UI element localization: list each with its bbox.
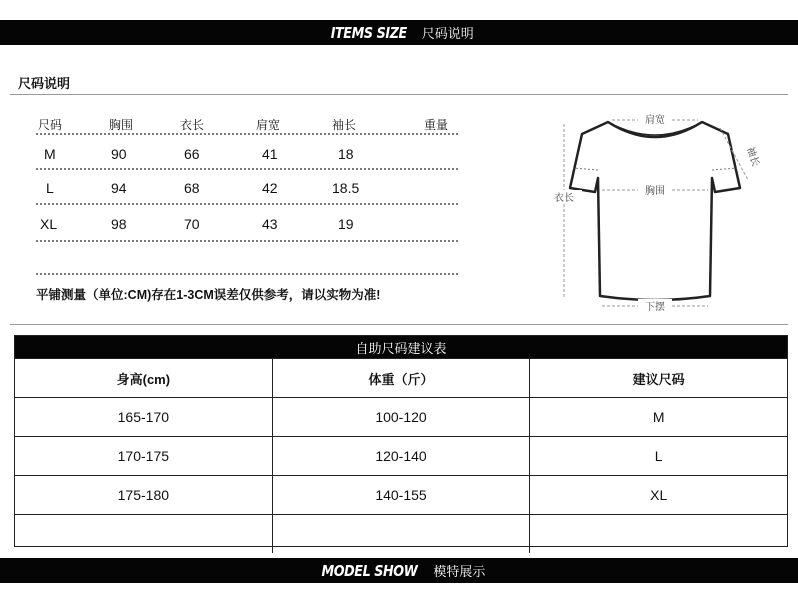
cell-weight: 140-155 <box>272 476 530 514</box>
table-row <box>36 214 458 236</box>
label-shoulder: 肩宽 <box>645 115 665 126</box>
table-row <box>15 436 787 475</box>
cell-size: M <box>44 146 56 162</box>
row-divider <box>36 240 458 242</box>
cell-height: 165-170 <box>117 409 170 425</box>
row-divider <box>36 133 458 135</box>
cell-shoulder: 43 <box>262 216 278 232</box>
table-row <box>15 514 787 553</box>
cell-length: 70 <box>184 216 200 232</box>
footer-banner <box>0 558 798 583</box>
header-cell-chest: 胸围 <box>109 118 134 132</box>
cell-size: XL <box>40 216 58 232</box>
header-banner <box>0 20 798 45</box>
measurement-note: 平铺测量（单位:CM)存在1-3CM误差仅供参考，请以实物为准! <box>36 288 381 302</box>
cell-chest: 90 <box>111 146 127 162</box>
cell-height: 175-180 <box>117 487 170 503</box>
cell-weight <box>272 515 530 553</box>
table-row <box>36 144 458 166</box>
table-row <box>15 475 787 514</box>
cell-sleeve: 19 <box>338 216 354 232</box>
cell-height <box>15 515 272 553</box>
section-divider-bottom <box>10 324 788 325</box>
header-cell-sleeve: 袖长 <box>332 118 357 132</box>
header-cell-size: 尺码 <box>38 118 63 132</box>
header-cell-length: 衣长 <box>180 118 205 132</box>
header-cell-weight: 体重（斤） <box>272 359 530 397</box>
banner-title-en: MODEL SHOW <box>321 561 417 580</box>
size-table-header <box>36 112 458 134</box>
label-hem: 下摆 <box>645 302 665 313</box>
cell-chest: 94 <box>111 180 127 196</box>
cell-sleeve: 18.5 <box>332 180 360 196</box>
cell-size: M <box>529 398 787 436</box>
cell-length: 66 <box>184 146 200 162</box>
header-cell-suggested-size: 建议尺码 <box>529 359 787 397</box>
table-row <box>36 178 458 200</box>
cell-size: L <box>529 437 787 475</box>
banner-title-zh: 模特展示 <box>433 564 486 579</box>
banner-title-zh: 尺码说明 <box>421 26 474 41</box>
label-length: 衣长 <box>554 193 574 204</box>
section-title: 尺码说明 <box>18 76 71 91</box>
label-sleeve: 袖长 <box>744 145 761 168</box>
cell-chest: 98 <box>111 216 127 232</box>
tshirt-measure-diagram <box>540 108 770 318</box>
cell-size <box>529 515 787 553</box>
cell-weight: 120-140 <box>272 437 530 475</box>
header-cell-weight: 重量 <box>424 118 449 132</box>
header-cell-height: 身高(cm) <box>116 371 171 387</box>
label-chest: 胸围 <box>645 186 665 197</box>
row-divider <box>36 203 458 205</box>
row-divider <box>36 168 458 170</box>
banner-title-en: ITEMS SIZE <box>330 23 408 42</box>
section-divider-top <box>10 94 788 95</box>
cell-size: L <box>46 180 54 196</box>
tshirt-outline <box>570 122 740 300</box>
header-cell-shoulder: 肩宽 <box>256 118 281 132</box>
row-divider <box>36 273 458 275</box>
table-row <box>15 397 787 436</box>
cell-weight: 100-120 <box>272 398 530 436</box>
cell-size: XL <box>529 476 787 514</box>
cell-length: 68 <box>184 180 200 196</box>
size-recommendation-table <box>14 335 788 547</box>
recommendation-title: 自助尺码建议表 <box>15 336 787 358</box>
cell-shoulder: 42 <box>262 180 278 196</box>
cell-shoulder: 41 <box>262 146 278 162</box>
cell-height: 170-175 <box>117 448 170 464</box>
recommendation-header-row <box>15 358 787 397</box>
cell-sleeve: 18 <box>338 146 354 162</box>
